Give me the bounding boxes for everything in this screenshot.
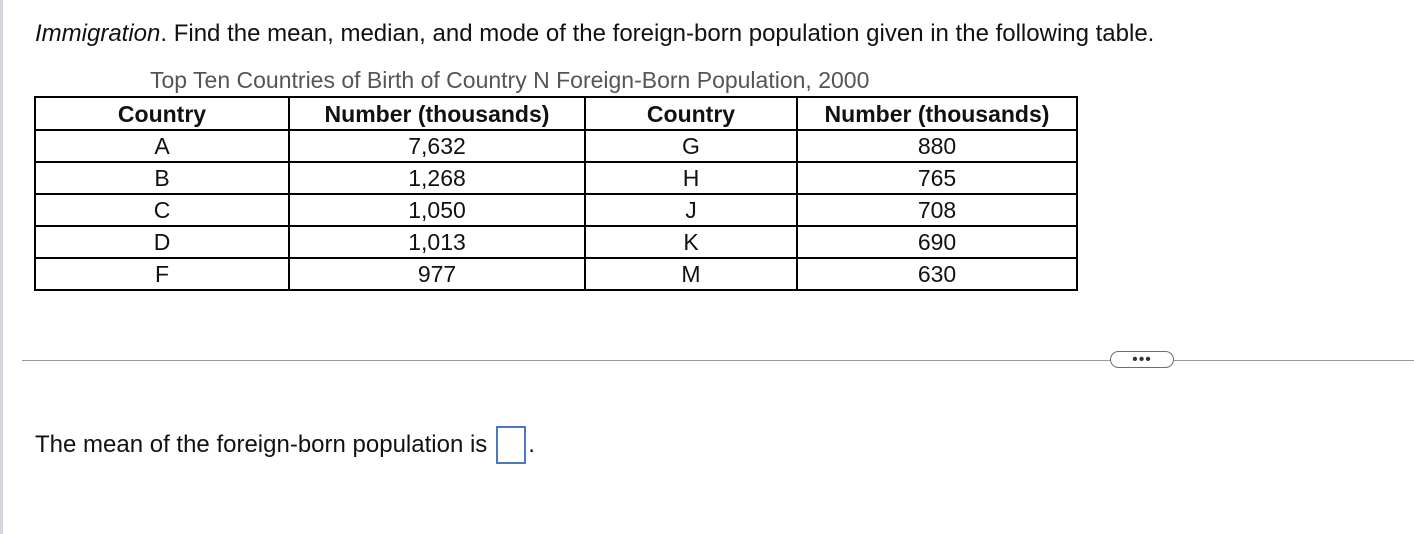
table-row	[35, 194, 1077, 226]
mean-answer-input[interactable]	[496, 426, 526, 464]
column-header: Number (thousands)	[289, 97, 585, 130]
table-row	[35, 130, 1077, 162]
table-cell: 690	[797, 226, 1077, 258]
ellipsis-icon: •••	[1132, 350, 1152, 368]
table-cell: D	[35, 226, 289, 258]
table-cell: H	[585, 162, 797, 194]
page-left-border	[0, 0, 3, 534]
answer-prompt: The mean of the foreign-born population is	[35, 431, 488, 458]
table-cell: M	[585, 258, 797, 290]
section-divider	[22, 360, 1414, 361]
table-cell: 1,013	[289, 226, 585, 258]
table-row	[35, 258, 1077, 290]
table-cell: 765	[797, 162, 1077, 194]
table-row	[35, 226, 1077, 258]
column-header: Country	[35, 97, 289, 130]
table-cell: J	[585, 194, 797, 226]
table-cell: 977	[289, 258, 585, 290]
data-table	[34, 96, 1078, 291]
answer-suffix: .	[528, 431, 535, 458]
table-cell: 630	[797, 258, 1077, 290]
question-body: . Find the mean, median, and mode of the foreign-born population given in the following table.	[160, 20, 1155, 47]
table-row	[35, 162, 1077, 194]
table-cell: C	[35, 194, 289, 226]
table-cell: 1,268	[289, 162, 585, 194]
table-cell: B	[35, 162, 289, 194]
table-cell: A	[35, 130, 289, 162]
question-text	[35, 20, 1154, 48]
table-header-row	[35, 97, 1077, 130]
column-header: Country	[585, 97, 797, 130]
table-title: Top Ten Countries of Birth of Country N Foreign-Born Population, 2000	[150, 67, 870, 93]
table-cell: 880	[797, 130, 1077, 162]
table-cell: 7,632	[289, 130, 585, 162]
table-cell: 1,050	[289, 194, 585, 226]
table-cell: K	[585, 226, 797, 258]
answer-line	[35, 426, 535, 464]
column-header: Number (thousands)	[797, 97, 1077, 130]
question-topic: Immigration	[35, 20, 161, 47]
table-cell: G	[585, 130, 797, 162]
table-cell: F	[35, 258, 289, 290]
more-options-button[interactable]	[1110, 351, 1174, 368]
table-cell: 708	[797, 194, 1077, 226]
